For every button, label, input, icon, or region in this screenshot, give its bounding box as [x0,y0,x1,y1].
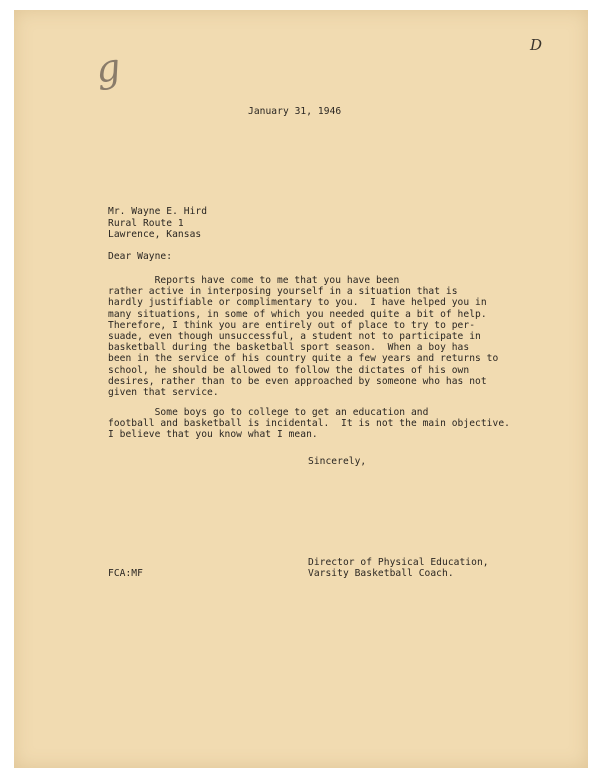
body-line: I believe that you know what I mean. [108,429,318,441]
letter-date: January 31, 1946 [248,106,342,117]
body-line: football and basketball is incidental. It is not the main objective. [108,418,510,430]
body-line: Therefore, I think you are entirely out of place to try to per- [108,319,476,331]
body-line: school, he should be allowed to follow the dictates of his own [108,364,470,376]
body-line: Some boys go to college to get an education and [108,407,429,418]
body-line: suade, even though unsuccessful, a student not to participate in [108,331,481,343]
body-line: been in the service of his country quite a few years and returns to [108,353,499,365]
body-paragraph-2 [108,407,510,441]
body-line: desires, rather than to be even approached by someone who has not [108,375,487,387]
body-paragraph-1 [108,275,498,398]
body-line: rather active in interposing yourself in a situation that is [108,286,458,298]
body-line: given that service. [108,387,219,399]
handwritten-mark-left: g [93,44,124,92]
body-line: hardly justifiable or complimentary to you. I have helped you in [108,297,487,309]
signature-block [308,557,489,579]
recipient-city: Lawrence, Kansas [108,229,202,241]
body-line: Reports have come to me that you have been [108,275,400,286]
signature-title-1: Director of Physical Education, [308,557,489,568]
recipient-address [108,206,207,241]
body-line: basketball during the basketball sport season. When a boy has [108,342,470,354]
handwritten-mark-right: D [530,36,543,54]
body-line: many situations, in some of which you needed quite a bit of help. [108,308,487,320]
closing: Sincerely, [308,456,367,467]
salutation: Dear Wayne: [108,251,173,262]
recipient-route: Rural Route 1 [108,217,184,229]
signature-title-2: Varsity Basketball Coach. [308,568,454,580]
recipient-name: Mr. Wayne E. Hird [108,206,208,217]
reference-initials: FCA:MF [108,568,143,579]
